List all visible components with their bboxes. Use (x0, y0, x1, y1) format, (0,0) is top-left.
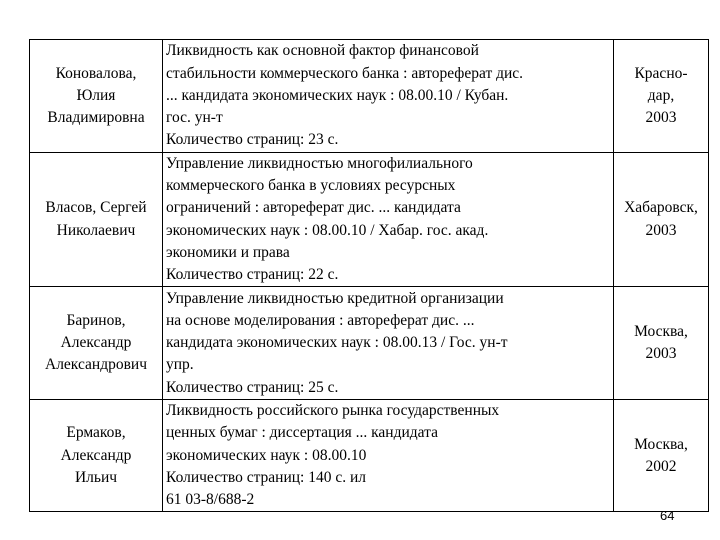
table-row (30, 153, 709, 287)
title-line: Управление ликвидностью многофилиального (166, 155, 473, 172)
author-line: Юлия (76, 86, 116, 104)
author-line: Владимировна (47, 109, 145, 127)
table-row (30, 287, 709, 400)
title-cell (163, 153, 614, 287)
author-line: Александр (60, 446, 132, 464)
table-row (30, 40, 709, 153)
title-line: Количество страниц: 140 с. ил (166, 468, 367, 486)
place-cell (614, 40, 709, 153)
title-line: экономических наук : 08.00.10 / Хабар. гос. акад. (166, 221, 489, 239)
title-line: экономики и права (166, 243, 290, 261)
title-line: коммерческого банка в условиях ресурсных (166, 177, 456, 195)
place-line: 2003 (645, 109, 677, 127)
title-line: Ликвидность российского рынка государственных (166, 402, 500, 420)
author-line: Ермаков, (66, 424, 126, 442)
title-cell (163, 287, 614, 400)
place-line: 2002 (645, 457, 677, 475)
title-line: стабильности коммерческого банка : автореферат дис. (166, 64, 524, 82)
title-line: Управление ликвидностью кредитной организации (166, 289, 504, 307)
author-line: Александрович (45, 356, 147, 374)
title-line: упр. (166, 356, 194, 374)
title-line: на основе моделирования : автореферат дис. ... (166, 311, 475, 329)
place-line: 2003 (645, 345, 677, 363)
title-line: 61 03-8/688-2 (166, 491, 255, 509)
title-line: ценных бумаг : диссертация ... кандидата (166, 424, 438, 442)
author-line: Николаевич (56, 221, 136, 239)
title-line: Количество страниц: 25 с. (166, 378, 339, 396)
author-cell (30, 40, 163, 153)
place-line: 2003 (645, 221, 677, 239)
title-line: экономических наук : 08.00.10 (166, 446, 367, 464)
title-cell (163, 400, 614, 512)
page-number: 64 (660, 508, 675, 523)
author-cell (30, 153, 163, 287)
title-line: гос. ун-т (166, 109, 223, 127)
title-line: ограничений : автореферат дис. ... кандидата (166, 199, 461, 217)
place-line: дар, (647, 86, 675, 104)
title-line: ... кандидата экономических наук : 08.00.10 / Кубан. (166, 86, 509, 104)
title-cell (163, 40, 614, 153)
author-line: Ильич (74, 468, 118, 486)
title-line: Количество страниц: 22 с. (166, 266, 339, 284)
records-table (29, 39, 709, 512)
author-line: Власов, Сергей (45, 199, 147, 217)
place-cell (614, 153, 709, 287)
title-line: Ликвидность как основной фактор финансовой (166, 42, 479, 60)
place-line: Москва, (634, 435, 688, 453)
place-line: Москва, (634, 323, 688, 341)
table-row (30, 400, 709, 512)
place-line: Хабаровск, (624, 199, 698, 217)
author-cell (30, 400, 163, 512)
author-line: Коновалова, (55, 64, 137, 82)
place-cell (614, 287, 709, 400)
title-line: Количество страниц: 23 с. (166, 131, 339, 149)
title-line: кандидата экономических наук : 08.00.13 / Гос. ун-т (166, 334, 508, 352)
author-line: Александр (60, 334, 132, 352)
author-cell (30, 287, 163, 400)
place-line: Красно- (634, 64, 688, 82)
author-line: Баринов, (66, 311, 126, 329)
place-cell (614, 400, 709, 512)
